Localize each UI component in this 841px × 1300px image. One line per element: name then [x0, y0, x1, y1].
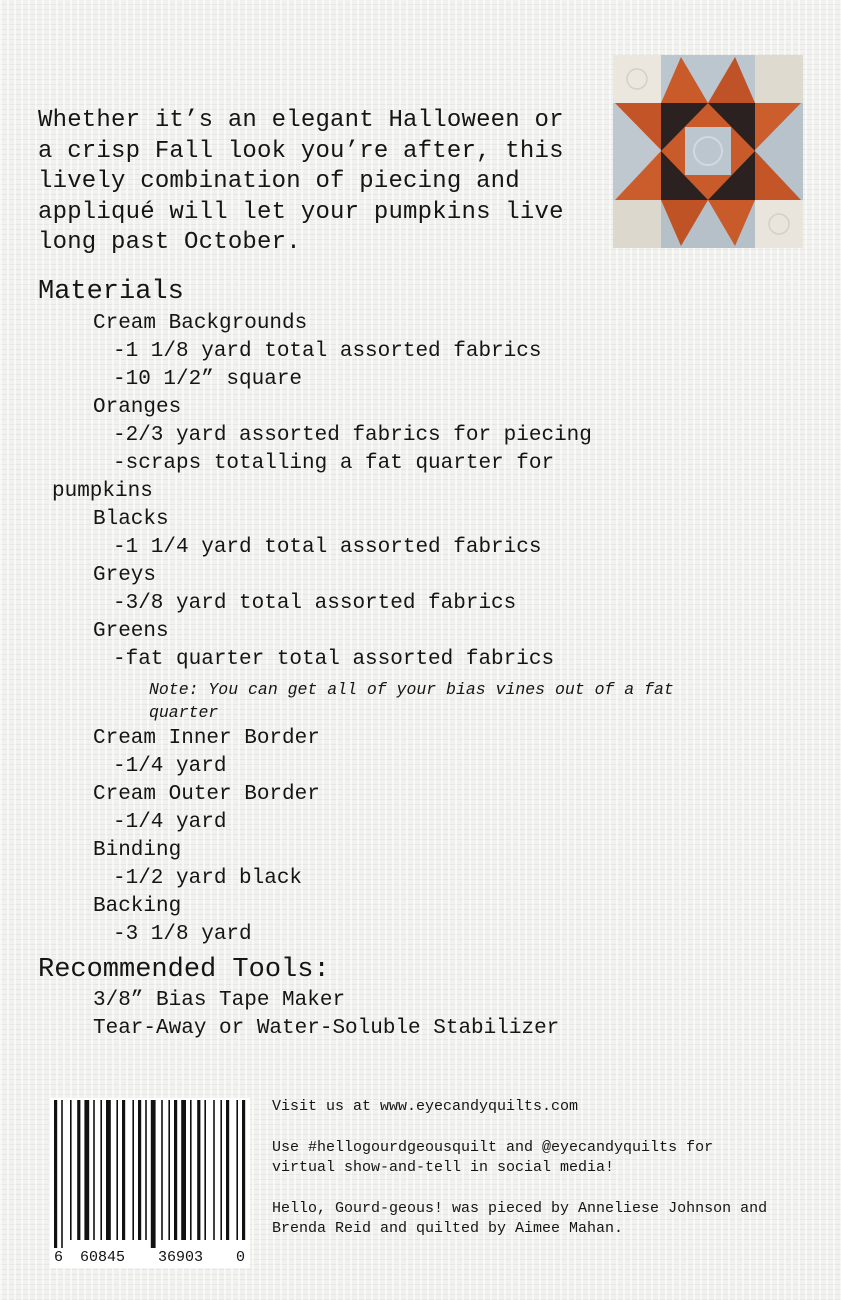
material-category-greys: Greys	[93, 564, 157, 587]
material-category-binding: Binding	[93, 839, 182, 862]
barcode-digits-right: 36903	[158, 1249, 204, 1266]
recommended-tools-heading: Recommended Tools:	[38, 955, 330, 985]
block-center-grey-square	[685, 127, 731, 175]
barcode-bar	[181, 1100, 186, 1240]
barcode-digit-system: 6	[54, 1249, 64, 1266]
material-category-backing: Backing	[93, 895, 182, 918]
barcode-digit-check: 0	[236, 1249, 246, 1266]
materials-heading: Materials	[38, 277, 184, 307]
website-line: Visit us at www.eyecandyquilts.com	[272, 1098, 579, 1115]
material-category-blacks: Blacks	[93, 508, 169, 531]
barcode-bar	[174, 1100, 177, 1240]
material-item: -fat quarter total assorted fabrics	[113, 648, 555, 671]
intro-line: a crisp Fall look you’re after, this	[38, 137, 564, 165]
material-category-cream-inner-border: Cream Inner Border	[93, 727, 320, 750]
barcode-bar	[61, 1100, 63, 1248]
material-category-cream-outer-border: Cream Outer Border	[93, 783, 320, 806]
barcode-bar	[213, 1100, 215, 1240]
barcode-bar	[100, 1100, 102, 1240]
barcode-bar	[190, 1100, 192, 1240]
barcode-bar	[161, 1100, 163, 1240]
barcode-bar	[93, 1100, 95, 1240]
barcode-bar	[116, 1100, 118, 1240]
barcode-bar	[226, 1100, 229, 1240]
intro-line: long past October.	[38, 229, 301, 257]
block-corner-cream	[755, 200, 803, 248]
barcode-bar	[220, 1100, 222, 1240]
material-item: -1/4 yard	[113, 811, 227, 834]
material-item: -10 1/2” square	[113, 368, 303, 391]
social-line: Use #hellogourdgeousquilt and @eyecandyquilts for	[272, 1139, 714, 1156]
credits-line: Hello, Gourd-geous! was pieced by Anneliese Johnson and	[272, 1200, 768, 1217]
social-line: virtual show-and-tell in social media!	[272, 1159, 615, 1176]
barcode-bar	[242, 1100, 245, 1240]
block-corner-cream	[613, 200, 661, 248]
block-corner-cream	[755, 55, 803, 103]
tool-item: 3/8” Bias Tape Maker	[93, 989, 346, 1012]
barcode-bar	[122, 1100, 125, 1240]
material-item: -1 1/8 yard total assorted fabrics	[113, 340, 542, 363]
greens-note	[149, 678, 789, 724]
barcode-bar	[236, 1100, 238, 1240]
intro-line: lively combination of piecing and	[38, 168, 520, 196]
barcode-bar	[151, 1100, 156, 1248]
barcode-bar	[145, 1100, 147, 1240]
barcode-bar	[138, 1100, 141, 1240]
barcode-bar	[84, 1100, 89, 1240]
barcode-bar	[54, 1100, 57, 1248]
intro-line: appliqué will let your pumpkins live	[38, 198, 564, 226]
barcode	[50, 1098, 250, 1268]
material-item: -3 1/8 yard	[113, 923, 252, 946]
material-item: -1/2 yard black	[113, 867, 303, 890]
barcode-bar	[197, 1100, 200, 1240]
note-line: Note: You can get all of your bias vines out of a fat	[149, 680, 674, 699]
material-item: -scraps totalling a fat quarter for	[113, 452, 555, 475]
intro-paragraph	[38, 106, 608, 259]
credits-line: Brenda Reid and quilted by Aimee Mahan.	[272, 1220, 624, 1237]
material-item: -1 1/4 yard total assorted fabrics	[113, 536, 542, 559]
material-category-oranges: Oranges	[93, 396, 182, 419]
note-line: quarter	[149, 703, 219, 722]
barcode-bar	[77, 1100, 80, 1240]
material-category-cream-backgrounds: Cream Backgrounds	[93, 312, 308, 335]
material-item-wrap: pumpkins	[52, 480, 153, 503]
quilt-block-photo	[613, 55, 803, 248]
block-corner-cream	[613, 55, 661, 103]
material-item: -3/8 yard total assorted fabrics	[113, 592, 517, 615]
barcode-bar	[70, 1100, 72, 1240]
barcode-bar	[168, 1100, 170, 1240]
barcode-bar	[204, 1100, 206, 1240]
barcode-bar	[106, 1100, 111, 1240]
barcode-digits-left: 60845	[80, 1249, 126, 1266]
tool-item: Tear-Away or Water-Soluble Stabilizer	[93, 1017, 560, 1040]
material-item: -2/3 yard assorted fabrics for piecing	[113, 424, 592, 447]
barcode-bar	[132, 1100, 134, 1240]
intro-line: Whether it’s an elegant Halloween or	[38, 107, 564, 134]
material-item: -1/4 yard	[113, 755, 227, 778]
material-category-greens: Greens	[93, 620, 169, 643]
